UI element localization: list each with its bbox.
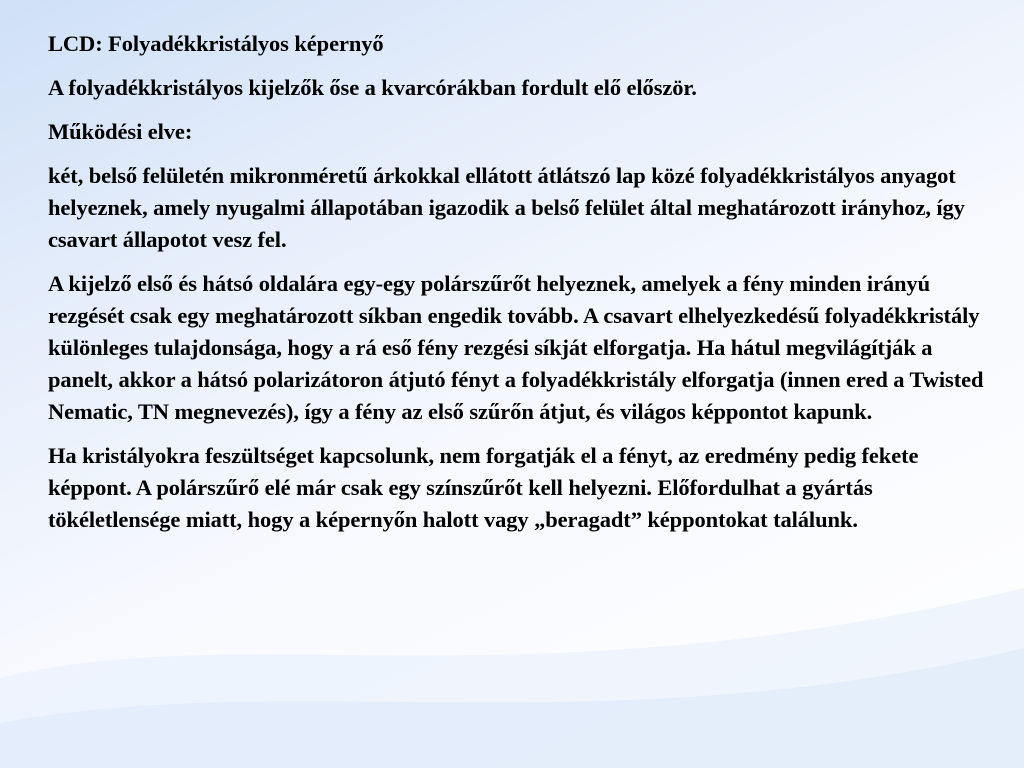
principle-paragraph: két, belső felületén mikronméretű árkokkal ellátott átlátszó lap közé folyadékkristályos anyagot helyeznek, amely nyugalmi állapotában igazodik a belső felület által meghatározott irányhoz, így csavart állapotot vesz fel. <box>48 163 965 252</box>
polarizer-paragraph: A kijelző első és hátsó oldalára egy-egy polárszűrőt helyeznek, amelyek a fény minden irányú rezgését csak egy meghatározott síkban engedik tovább. A csavart elhelyezkedésű folyadékkristály különleges tulajdonsága, hogy a rá eső fény rezgési síkját elforgatja. Ha hátul megvilágítják a panelt, akkor a hátsó polarizátoron átjutó fényt a folyadékkristály elforgatja (innen ered a Twisted Nematic, TN megnevezés), így a fény az első szűrőn átjut, és világos képpontot kapunk. <box>48 271 984 424</box>
slide-title: LCD: Folyadékkristályos képernyő <box>48 31 384 56</box>
intro-paragraph: A folyadékkristályos kijelzők őse a kvarcórákban fordult elő először. <box>48 75 697 100</box>
principle-heading: Működési elve: <box>48 119 193 144</box>
slide-content <box>48 28 988 548</box>
voltage-paragraph: Ha kristályokra feszültséget kapcsolunk, nem forgatják el a fényt, az eredmény pedig fekete képpont. A polárszűrő elé már csak egy színszűrőt kell helyezni. Előfordulhat a gyártás tökéletlensége miatt, hogy a képernyőn halott vagy „beragadt” képpontokat találunk. <box>48 443 919 532</box>
